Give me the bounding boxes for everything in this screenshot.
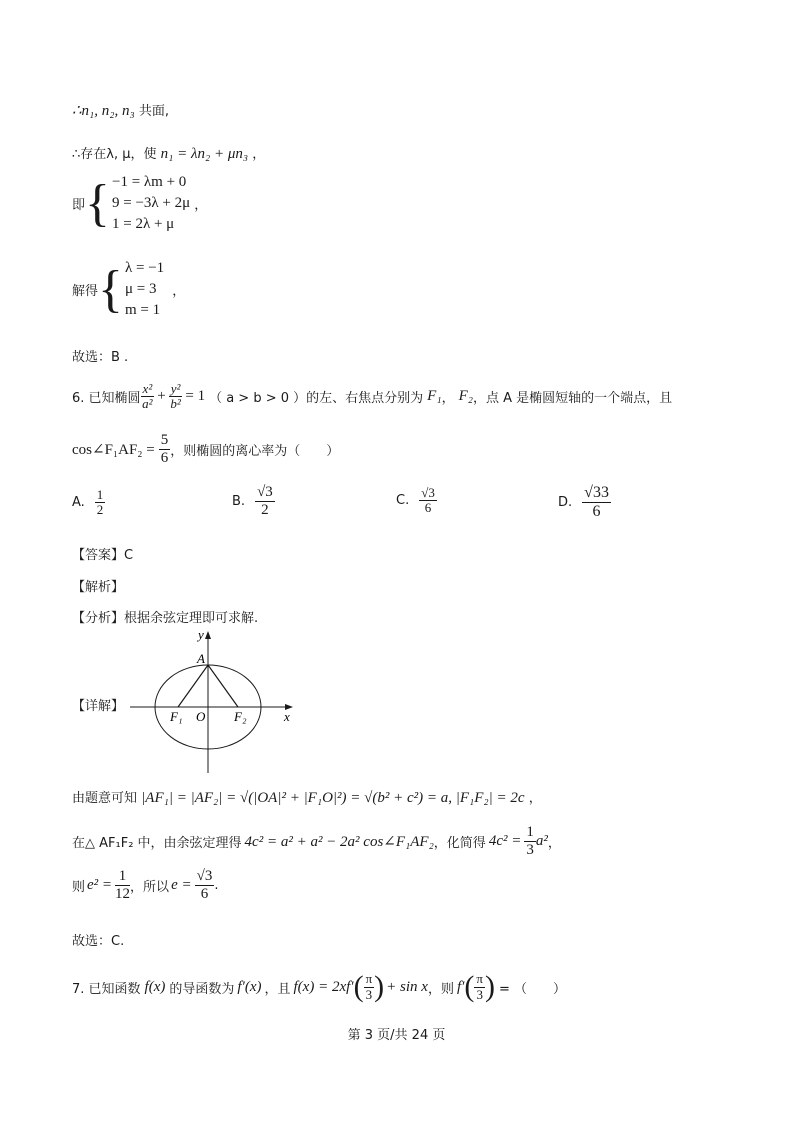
option-c-value [419, 486, 437, 516]
line-af1 [178, 665, 208, 707]
condition: （ a > b > 0 ） [209, 391, 307, 407]
s2-math2b: a² [535, 832, 548, 849]
analysis-heading: 【解析】 [72, 580, 125, 595]
option-b-label: B. [232, 493, 246, 509]
label-a: A [197, 651, 205, 666]
option-a-value [95, 488, 106, 518]
option-d[interactable] [558, 484, 611, 520]
paren-open: ( [464, 970, 475, 1003]
s2-mid: ，化简得 [433, 835, 486, 851]
s3-end: . [214, 877, 219, 893]
num: 1 [526, 824, 534, 840]
pi-over-3-b [474, 972, 485, 1002]
q6-text3: ，则椭圆的离心率为（ ） [170, 443, 340, 459]
den: 3 [365, 986, 373, 1002]
s1-pre: 由题意可知 [72, 791, 138, 806]
paren-close: ) [374, 970, 385, 1003]
cos-expression: cos∠F₁AF₂ = [72, 441, 155, 458]
system-equations-1 [72, 174, 207, 233]
solution-step-3 [72, 868, 218, 902]
comma: ， [252, 147, 266, 162]
e-squared: e² = [87, 876, 113, 893]
q6-text1: 的左、右焦点分别为 [306, 391, 424, 407]
option-d-value [582, 484, 611, 520]
coplanar-text: 共面, [138, 104, 169, 119]
line-exists [72, 143, 265, 163]
option-c-label: C. [396, 493, 410, 509]
five-sixths [159, 432, 171, 466]
e-equals: e = [171, 876, 192, 893]
den: 3 [476, 986, 483, 1002]
sqrt3-over-6 [195, 868, 215, 902]
s1-math: |AF₁| = |AF₂| = √(|OA|² + |F₁O|²) = √(b² + c²) = a, |F₁F₂| = 2c [141, 790, 525, 806]
option-a-label: A. [72, 495, 85, 511]
paren-close: ) [484, 970, 495, 1003]
fpx: f′(x) [237, 978, 262, 995]
num: √3 [257, 484, 273, 500]
s2-end: ， [547, 835, 561, 851]
system-1-label: 即 [72, 198, 86, 213]
answer-q6: 故选：C. [72, 934, 125, 949]
line-af2 [208, 665, 238, 707]
den: 3 [526, 841, 534, 858]
den: 2 [261, 501, 269, 518]
one-twelfth [115, 868, 130, 902]
num: √33 [584, 484, 609, 501]
q6-stem-line2 [72, 432, 339, 466]
label-f1: F₁ [170, 709, 183, 724]
q6-stem-line1 [72, 382, 672, 412]
a2: a² [142, 396, 153, 412]
q7-text2: ，且 [264, 981, 291, 997]
sys1-comma: ， [194, 198, 208, 213]
label-f2: F₂ [234, 709, 247, 724]
s1-end: ， [528, 791, 542, 806]
y2-over-b2 [169, 382, 183, 412]
q7-prefix: 7. 已知函数 [72, 981, 141, 997]
label-o: O [196, 709, 206, 724]
num: √3 [421, 485, 435, 500]
system-equations-2 [72, 260, 185, 319]
s3-mid: ，所以 [130, 879, 170, 895]
s2-math: 4c² = a² + a² − 2a² cos∠F₁AF₂ [244, 833, 434, 850]
vector-equation: n₁ = λn₂ + μn₃ [160, 146, 249, 162]
sys1-eq-3: 1 = 2λ + μ [111, 216, 175, 232]
ellipse-figure [128, 625, 298, 775]
eq-a: f(x) = 2xf′ [293, 978, 354, 995]
b2: b² [170, 396, 181, 412]
q7-tail: = （ ） [498, 981, 567, 997]
solution-step-2 [72, 824, 561, 858]
s3-pre: 则 [72, 879, 86, 895]
fx: f(x) [144, 978, 166, 995]
den: 6 [160, 449, 169, 466]
solution-step-1 [72, 787, 542, 807]
sys2-comma: ， [172, 284, 186, 299]
sys2-eq-1: λ = −1 [124, 260, 165, 276]
den: 6 [592, 502, 601, 520]
num: √3 [196, 868, 213, 884]
q7-stem [72, 970, 566, 1004]
plus-sign: + [157, 388, 166, 405]
vectors-n123: ∴n₁, n₂, n₃ [72, 103, 135, 119]
q7-text1: 的导函数为 [169, 981, 235, 997]
y2: y² [170, 381, 181, 396]
paren-open: ( [353, 970, 364, 1003]
sep: ， [441, 391, 455, 407]
num: π [365, 971, 373, 987]
num: 1 [115, 868, 130, 886]
brace-icon: { [85, 174, 110, 232]
sys2-eq-2: μ = 3 [124, 281, 157, 297]
option-c[interactable] [396, 486, 437, 516]
fp: f′ [456, 978, 465, 995]
pi-over-3 [364, 972, 375, 1002]
answer-q5: 故选：B . [72, 350, 129, 365]
x2-over-a2 [141, 382, 155, 412]
option-d-label: D. [558, 494, 573, 510]
num: π [476, 971, 483, 987]
q6-prefix: 6. 已知椭圆 [72, 391, 141, 407]
sys2-eq-3: m = 1 [124, 302, 161, 318]
y-arrow-icon [205, 631, 211, 639]
line-coplanar [72, 100, 169, 120]
num: 1 [96, 487, 104, 502]
page-footer: 第 3 页/共 24 页 [347, 1028, 446, 1043]
den: 12 [115, 885, 131, 902]
option-b-value [255, 484, 275, 518]
analysis-text: 【分析】根据余弦定理即可求解. [72, 611, 259, 626]
exists-text: ∴存在λ, μ，使 [72, 147, 157, 162]
label-x: x [284, 709, 290, 724]
one-third [524, 824, 536, 858]
system-2-label: 解得 [72, 284, 99, 299]
answer-label: 【答案】C [72, 548, 134, 563]
eq-rest: = 1 [185, 388, 206, 405]
eq-b: + sin x [386, 978, 428, 995]
den: 2 [96, 502, 104, 518]
x2: x² [142, 381, 153, 396]
num: 5 [160, 432, 169, 448]
s2-math2a: 4c² = [488, 832, 522, 849]
label-y: y [198, 627, 204, 642]
s2-pre: 在△ AF₁F₂ 中，由余弦定理得 [72, 835, 242, 851]
den: 6 [424, 500, 432, 516]
option-a[interactable] [72, 488, 105, 518]
f1-label: F₁ [427, 388, 442, 405]
brace-icon: { [98, 260, 123, 318]
sys1-eq-2: 9 = −3λ + 2μ [111, 195, 191, 211]
q7-text3: ，则 [427, 981, 454, 997]
sys1-eq-1: −1 = λm + 0 [111, 174, 187, 190]
option-b[interactable] [232, 484, 275, 518]
den: 6 [200, 885, 209, 902]
f2-label: F₂ [458, 388, 473, 405]
q6-text2: ，点 A 是椭圆短轴的一个端点，且 [472, 391, 673, 407]
detail-label: 【详解】 [72, 699, 125, 714]
